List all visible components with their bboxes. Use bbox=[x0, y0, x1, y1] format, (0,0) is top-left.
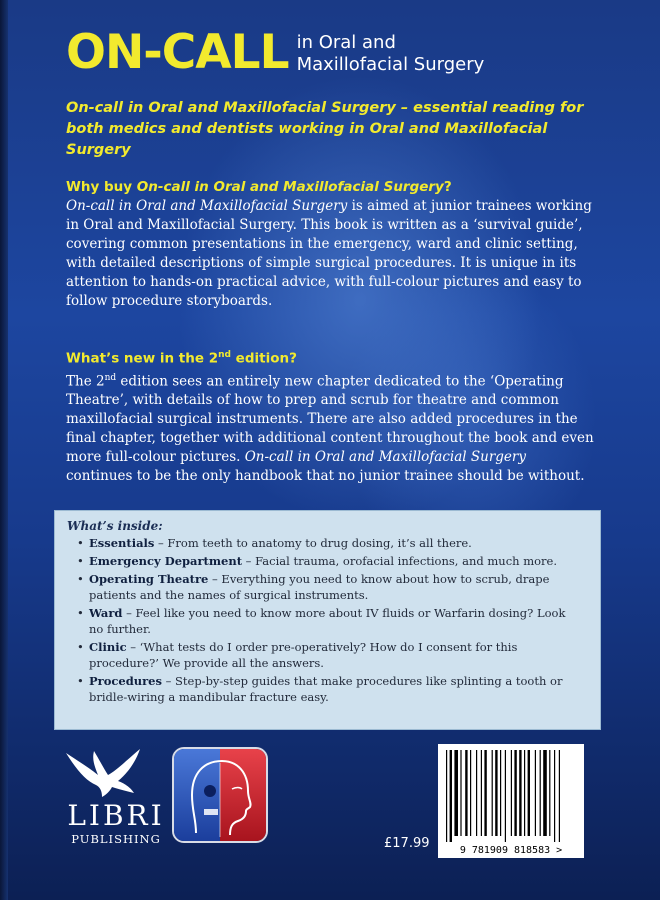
bullet: • bbox=[77, 606, 84, 620]
bird-icon bbox=[64, 745, 160, 806]
why-buy-section bbox=[66, 178, 594, 311]
inside-item-text: – ‘What tests do I order pre-operatively? How do I consent for this procedure?’ We provide all the answers. bbox=[89, 640, 518, 670]
inside-item-text: – From teeth to anatomy to drug dosing, it’s all there. bbox=[154, 536, 472, 550]
whats-new-body bbox=[66, 369, 594, 487]
isbn-number: 9 781909 818583 > bbox=[459, 845, 563, 856]
inside-item bbox=[77, 673, 582, 705]
inside-item-text: – Facial trauma, orofacial infections, and much more. bbox=[242, 554, 557, 568]
why-heading-italic: On-call in Oral and Maxillofacial Surgery bbox=[136, 179, 444, 195]
inside-item-term: Procedures bbox=[89, 674, 162, 688]
barcode-bars bbox=[438, 744, 584, 844]
title-main: ON-CALL bbox=[66, 25, 289, 80]
inside-item bbox=[77, 571, 582, 603]
inside-item-term: Operating Theatre bbox=[89, 572, 209, 586]
why-body-text: is aimed at junior trainees working in Oral and Maxillofacial Surgery. This book is written as a ‘survival guide’, covering common presentations in the emergency, ward and clinic setting, with detailed descriptions of simple surgical procedures. It is unique in its attention to hands-on practical advice, with full-colour pictures and easy to follow procedure storyboards. bbox=[66, 198, 592, 309]
inside-item bbox=[77, 553, 582, 569]
new-body-b: edition sees an entirely new chapter dedicated to the ‘Operating Theatre’, with details of how to prep and scrub for theatre and common maxillofacial surgical instruments. There are also added procedures in the final chapter, together with additional content throughout the book and even more full-colour pictures. bbox=[66, 373, 594, 465]
title-sub-line-2: Maxillofacial Surgery bbox=[296, 54, 485, 75]
new-heading-sup: nd bbox=[218, 350, 231, 360]
whats-inside-heading: What’s inside: bbox=[67, 519, 163, 533]
why-heading-post: ? bbox=[443, 179, 452, 195]
why-body-italic: On-call in Oral and Maxillofacial Surgery bbox=[66, 198, 348, 214]
title-block bbox=[66, 26, 484, 80]
why-heading-pre: Why buy bbox=[66, 179, 137, 195]
title-subtitle bbox=[297, 32, 485, 76]
bullet: • bbox=[77, 572, 84, 586]
publisher-name: LIBRI bbox=[67, 799, 165, 832]
inside-item-term: Essentials bbox=[89, 536, 155, 550]
new-body-italic: On-call in Oral and Maxillofacial Surgery bbox=[244, 449, 526, 465]
new-heading-post: edition? bbox=[230, 350, 297, 367]
publisher-logo bbox=[66, 800, 166, 846]
inside-item-term: Emergency Department bbox=[89, 554, 243, 568]
bullet: • bbox=[77, 674, 84, 688]
inside-item-term: Clinic bbox=[89, 640, 127, 654]
new-body-sup: nd bbox=[104, 372, 117, 383]
new-heading-pre: What’s new in the 2 bbox=[66, 350, 219, 367]
inside-item-term: Ward bbox=[89, 606, 123, 620]
tagline: On-call in Oral and Maxillofacial Surgery – essential reading for both medics and dentists working in Oral and Maxillofacial Surgery bbox=[66, 100, 584, 158]
skull-face-icon bbox=[172, 747, 268, 843]
inside-item-text: – Everything you need to know about how to scrub, drape patients and the names of surgical instruments. bbox=[89, 572, 550, 602]
why-buy-heading bbox=[66, 178, 594, 197]
whats-inside-list bbox=[77, 535, 582, 707]
publisher-sub: PUBLISHING bbox=[71, 832, 161, 846]
title-sub-line-1: in Oral and bbox=[296, 32, 396, 53]
inside-item-text: – Step-by-step guides that make procedures like splinting a tooth or bridle-wiring a mandibular fracture easy. bbox=[89, 674, 563, 704]
inside-item bbox=[77, 605, 582, 637]
whats-new-section bbox=[66, 346, 594, 486]
whats-inside-panel bbox=[54, 510, 601, 730]
new-body-c: continues to be the only handbook that no junior trainee should be without. bbox=[66, 468, 585, 484]
inside-item bbox=[77, 535, 582, 551]
bullet: • bbox=[77, 640, 84, 654]
whats-new-heading bbox=[66, 346, 594, 369]
price: £17.99 bbox=[384, 836, 430, 851]
new-body-a: The 2 bbox=[66, 373, 105, 389]
why-buy-body bbox=[66, 197, 594, 311]
isbn-barcode bbox=[438, 744, 584, 858]
inside-item-text: – Feel like you need to know more about IV fluids or Warfarin dosing? Look no further. bbox=[89, 606, 566, 636]
inside-item bbox=[77, 639, 582, 671]
bullet: • bbox=[77, 554, 84, 568]
spine-edge bbox=[0, 0, 8, 900]
bullet: • bbox=[77, 536, 84, 550]
